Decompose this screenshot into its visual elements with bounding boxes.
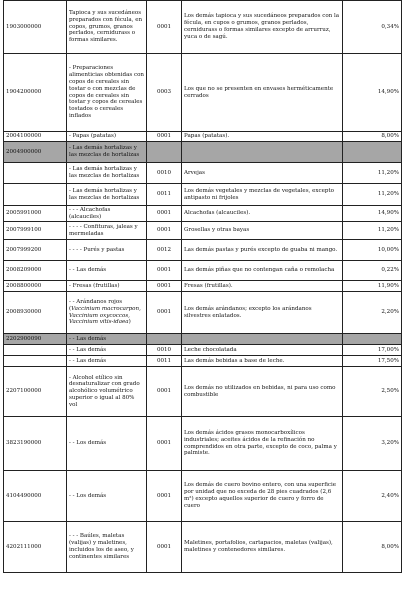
subheading-cell: [147, 334, 182, 345]
exception-cell: Los demás vegetales y mezclas de vegetales, excepto antipasto ni frijoles: [182, 184, 343, 206]
exception-cell: [182, 142, 343, 163]
table-row: [4, 261, 402, 281]
code-cell: 4104490000: [4, 471, 67, 522]
rate-cell: [343, 142, 402, 163]
subheading-cell: 0001: [147, 292, 182, 334]
table-row: [4, 292, 402, 334]
description-cell: - - - - Purés y pastas: [67, 240, 147, 261]
subheading-cell: 0010: [147, 163, 182, 184]
rate-cell: 8,00%: [343, 522, 402, 573]
exception-cell: Los demás tapioca y sus sucedáneos preparados con la fécula, en cupos o grumos, granos perlados, cernidurass o formas similares excepto de arrurruz, yuca o de sagú.: [182, 1, 343, 54]
subheading-cell: 0012: [147, 240, 182, 261]
code-cell: 2007999100: [4, 222, 67, 240]
code-cell: 2008800000: [4, 281, 67, 292]
code-cell: [4, 345, 67, 356]
subheading-cell: 0001: [147, 261, 182, 281]
rate-cell: 17,00%: [343, 345, 402, 356]
description-cell: Tapioca y sus sucedáneos preparados con fécula, en copos, grumos, granos perlados, cernidurass o formas similares.: [67, 1, 147, 54]
subheading-cell: [147, 142, 182, 163]
description-cell: - Alcohol etílico sin desnaturalizar con grado alcohólico volumétrico superior o igual al 80% vol: [67, 367, 147, 417]
subheading-cell: 0001: [147, 132, 182, 142]
table-row: [4, 281, 402, 292]
code-cell: [4, 356, 67, 367]
exception-cell: Las demás piñas que no contengan caña o remolacha: [182, 261, 343, 281]
rate-cell: 0,34%: [343, 1, 402, 54]
table-row: [4, 471, 402, 522]
exception-cell: Maletines, portafolios, cartapacios, maletas (valijas), maletines y contenedores similares.: [182, 522, 343, 573]
table-row: [4, 184, 402, 206]
description-cell: - Preparaciones alimenticias obtenidas con copos de cereales sin tostar o con mezclas de copos de cereales sin tostar y copos de cereales tostados o cereales inflados: [67, 54, 147, 132]
rate-cell: 11,90%: [343, 281, 402, 292]
species-names: Vaccinium macrocarpon, Vaccinium oxycoccos, Vaccinium vitis-idaea: [69, 305, 141, 326]
subheading-cell: 0011: [147, 184, 182, 206]
rate-cell: 2,40%: [343, 471, 402, 522]
rate-cell: 2,20%: [343, 292, 402, 334]
description-cell: - Fresas (frutillas): [67, 281, 147, 292]
rate-cell: 0,22%: [343, 261, 402, 281]
exception-cell: Los que no se presenten en envases herméticamente cerrados: [182, 54, 343, 132]
description-cell: - - Los demás: [67, 471, 147, 522]
description-cell: - Las demás hortalizas y las mezclas de hortalizas: [67, 163, 147, 184]
code-cell: 2007999200: [4, 240, 67, 261]
description-cell: - - - - Confituras, jaleas y mermeladas: [67, 222, 147, 240]
rate-cell: 11,20%: [343, 163, 402, 184]
description-cell: - - - Alcachofas (alcauciles): [67, 206, 147, 222]
table-row: [4, 522, 402, 573]
subheading-cell: 0001: [147, 471, 182, 522]
tariff-table: [3, 0, 402, 573]
exception-cell: Grosellas y otras bayas: [182, 222, 343, 240]
exception-cell: Los demás ácidos grasos monocarboxílicos industriales; aceites ácidos de la refinación no comprendidos en otra parte, excepto de coco, palma y palmiste.: [182, 417, 343, 471]
exception-cell: Los demás arándanos; excepto los arándanos silvestres enlatados.: [182, 292, 343, 334]
code-cell: 4202111000: [4, 522, 67, 573]
table-row: [4, 417, 402, 471]
description-cell: - - Las demás: [67, 345, 147, 356]
description-cell: - - - Baúles, maletas (valijas) y maletines, incluidos los de aseo, y continentes similares: [67, 522, 147, 573]
rate-cell: 10,00%: [343, 240, 402, 261]
code-cell: 2202900090: [4, 334, 67, 345]
exception-cell: Arvejas: [182, 163, 343, 184]
subheading-cell: 0001: [147, 417, 182, 471]
rate-cell: 8,00%: [343, 132, 402, 142]
tariff-table-body: [4, 1, 402, 573]
subheading-cell: 0003: [147, 54, 182, 132]
code-cell: 2207100000: [4, 367, 67, 417]
exception-cell: Leche chocolatada: [182, 345, 343, 356]
subheading-cell: 0010: [147, 345, 182, 356]
rate-cell: 14,90%: [343, 206, 402, 222]
description-cell: - - Las demás: [67, 334, 147, 345]
description-text: - - Arándanos rojos (: [69, 298, 123, 312]
code-cell: [4, 163, 67, 184]
subheading-cell: 0001: [147, 206, 182, 222]
code-cell: 2004100000: [4, 132, 67, 142]
subheading-cell: 0001: [147, 522, 182, 573]
rate-cell: 14,90%: [343, 54, 402, 132]
table-row: [4, 163, 402, 184]
code-cell: 2008930000: [4, 292, 67, 334]
description-cell: - - Los demás: [67, 417, 147, 471]
table-row: [4, 132, 402, 142]
exception-cell: Papas (patatas).: [182, 132, 343, 142]
description-end: ): [128, 319, 131, 326]
rate-cell: 3,20%: [343, 417, 402, 471]
subheading-cell: 0001: [147, 1, 182, 54]
table-row: [4, 54, 402, 132]
table-row: [4, 367, 402, 417]
exception-cell: [182, 334, 343, 345]
description-cell: - - Las demás: [67, 261, 147, 281]
rate-cell: 17,50%: [343, 356, 402, 367]
description-cell: - Las demás hortalizas y las mezclas de hortalizas: [67, 142, 147, 163]
code-cell: 1904200000: [4, 54, 67, 132]
code-cell: 3823190000: [4, 417, 67, 471]
table-row: [4, 206, 402, 222]
rate-cell: 11,20%: [343, 222, 402, 240]
table-row: [4, 1, 402, 54]
rate-cell: [343, 334, 402, 345]
exception-cell: Las demás pastas y purés excepto de guaba ni mango.: [182, 240, 343, 261]
code-cell: 2004900000: [4, 142, 67, 163]
description-cell: [67, 292, 147, 334]
exception-cell: Los demás de cuero bovino entero, con una superficie por unidad que no exceda de 28 pies cuadrados (2,6 m²) excepto aquellos superior de cuero y forro de cuero: [182, 471, 343, 522]
exception-cell: Alcachofas (alcauciles).: [182, 206, 343, 222]
code-cell: 2005991000: [4, 206, 67, 222]
table-row: [4, 142, 402, 163]
table-row: [4, 356, 402, 367]
description-cell: - Papas (patatas): [67, 132, 147, 142]
exception-cell: Fresas (frutillas).: [182, 281, 343, 292]
subheading-cell: 0011: [147, 356, 182, 367]
table-row: [4, 240, 402, 261]
code-cell: 1903000000: [4, 1, 67, 54]
table-row: [4, 334, 402, 345]
description-cell: - - Las demás: [67, 356, 147, 367]
description-cell: - Las demás hortalizas y las mezclas de hortalizas: [67, 184, 147, 206]
table-row: [4, 345, 402, 356]
subheading-cell: 0001: [147, 222, 182, 240]
rate-cell: 11,20%: [343, 184, 402, 206]
rate-cell: 2,50%: [343, 367, 402, 417]
subheading-cell: 0001: [147, 367, 182, 417]
code-cell: [4, 184, 67, 206]
table-row: [4, 222, 402, 240]
code-cell: 2008209000: [4, 261, 67, 281]
subheading-cell: 0001: [147, 281, 182, 292]
exception-cell: Los demás no utilizados en bebidas, ni para uso como combustible: [182, 367, 343, 417]
exception-cell: Las demás bebidas a base de leche.: [182, 356, 343, 367]
